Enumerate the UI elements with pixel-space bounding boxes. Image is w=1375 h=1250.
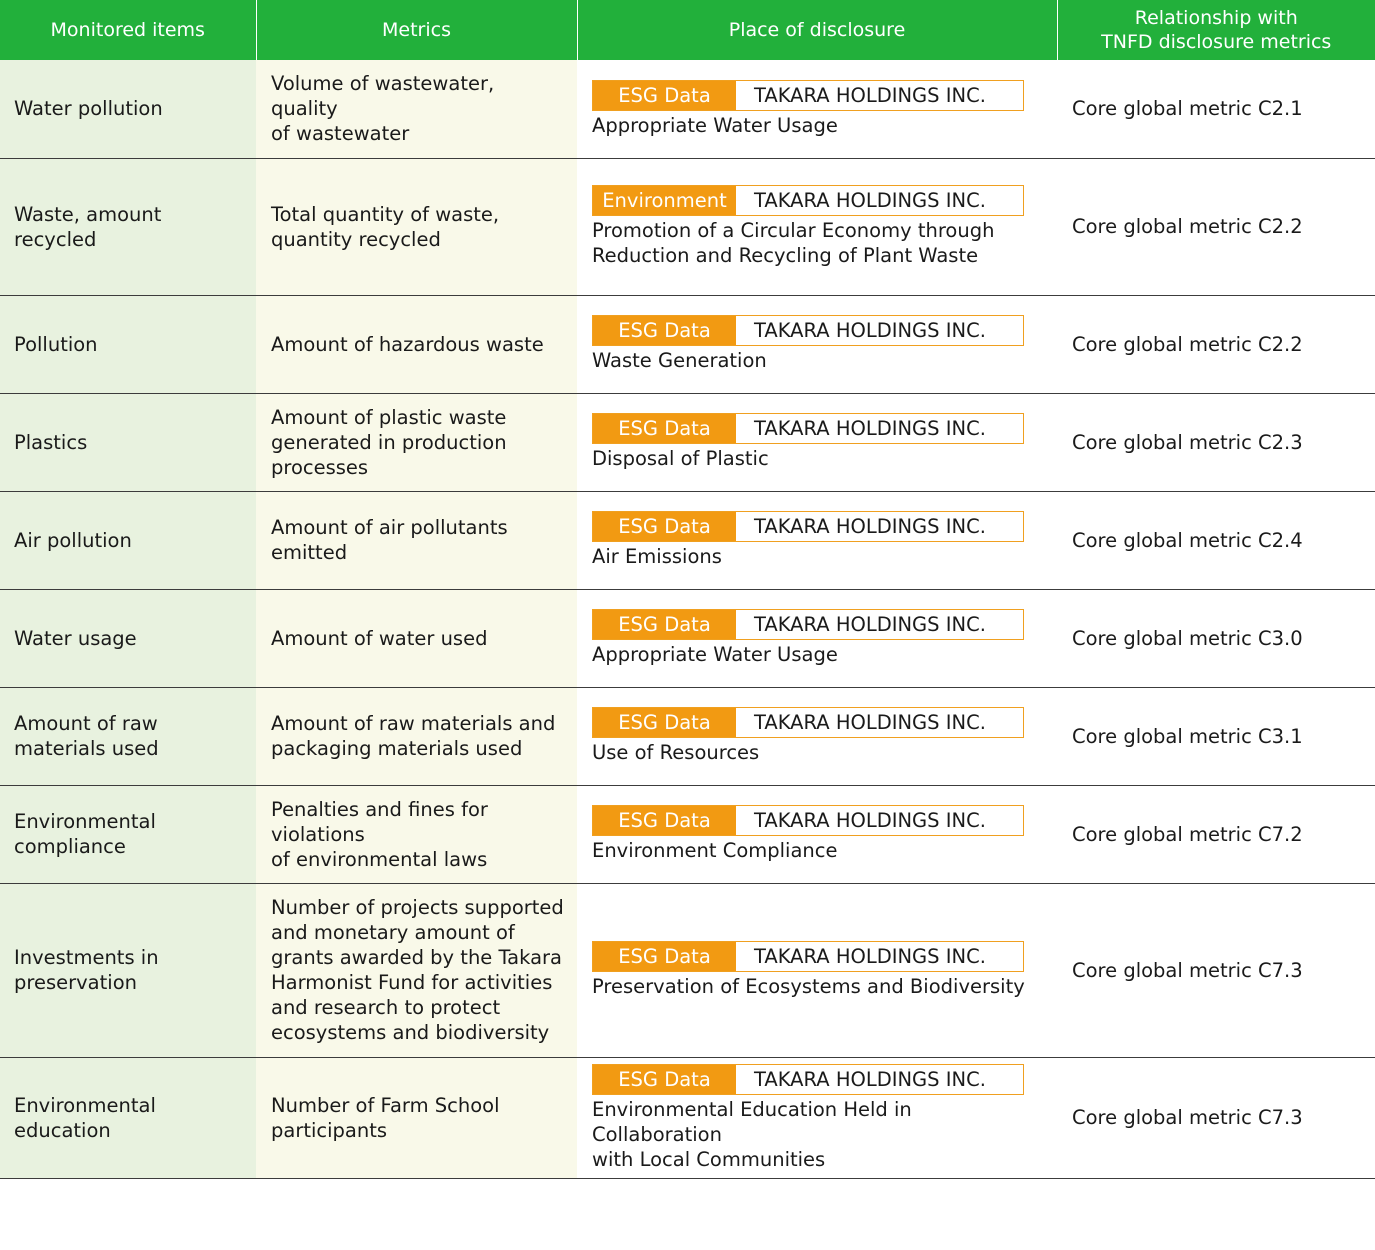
- disclosure-page-title: [592, 1097, 1047, 1172]
- disclosure-company-name: TAKARA HOLDINGS INC.: [736, 512, 1023, 541]
- disclosure-badge[interactable]: [592, 707, 1024, 738]
- table-row: [0, 883, 1375, 1057]
- table-row: [0, 60, 1375, 158]
- metric-cell: [256, 491, 577, 589]
- disclosure-badge[interactable]: [592, 609, 1024, 640]
- monitored-item-cell: [0, 491, 256, 589]
- table-row: [0, 589, 1375, 687]
- disclosure-company-name: TAKARA HOLDINGS INC.: [736, 316, 1023, 345]
- disclosure-page-title-line: Use of Resources: [592, 741, 760, 764]
- disclosure-company-name: TAKARA HOLDINGS INC.: [736, 81, 1023, 110]
- monitored-item-line: Waste, amount: [14, 202, 162, 226]
- disclosure-page-title-line: Disposal of Plastic: [592, 447, 769, 470]
- monitored-item-cell: [0, 393, 256, 491]
- disclosure-category-tag: ESG Data: [593, 81, 736, 110]
- table-body: [0, 60, 1375, 1178]
- table-row: [0, 295, 1375, 393]
- disclosure-category-tag: ESG Data: [593, 316, 736, 345]
- tnfd-metric-cell: Core global metric C2.2: [1057, 295, 1375, 393]
- disclosure-page-title: [592, 113, 1047, 138]
- table-row: [0, 1057, 1375, 1178]
- disclosure-category-tag: ESG Data: [593, 942, 736, 971]
- metric-line: emitted: [271, 541, 348, 564]
- metric-line: grants awarded by the Takara: [271, 946, 562, 969]
- disclosure-page-title: [592, 446, 1047, 471]
- metric-line: Number of projects supported: [271, 896, 564, 919]
- monitored-item-line: preservation: [14, 971, 137, 994]
- disclosure-page-title-line: Reduction and Recycling of Plant Waste: [592, 244, 979, 267]
- table-row: [0, 491, 1375, 589]
- metric-line: Volume of wastewater, quality: [271, 72, 495, 121]
- monitored-item-cell: [0, 589, 256, 687]
- disclosure-page-title-line: Waste Generation: [592, 349, 767, 372]
- tnfd-metric-cell: Core global metric C3.0: [1057, 589, 1375, 687]
- metric-line: Amount of hazardous waste: [271, 332, 544, 356]
- disclosure-company-name: TAKARA HOLDINGS INC.: [736, 708, 1023, 737]
- metric-line: packaging materials used: [271, 737, 523, 760]
- disclosure-page-title: [592, 642, 1047, 667]
- disclosure-badge[interactable]: [592, 315, 1024, 346]
- monitored-item-line: Water pollution: [14, 97, 163, 121]
- disclosure-badge[interactable]: [592, 185, 1024, 216]
- metric-line: Amount of water used: [271, 626, 488, 650]
- disclosure-category-tag: ESG Data: [593, 1065, 736, 1094]
- monitored-item-line: education: [14, 1118, 111, 1142]
- disclosure-page-title: [592, 974, 1047, 999]
- monitored-item-line: Investments in: [14, 946, 159, 969]
- place-of-disclosure-cell: [577, 785, 1057, 883]
- disclosure-page-title-line: Environmental Education Held in Collaboration: [592, 1097, 912, 1146]
- metric-cell: [256, 785, 577, 883]
- disclosure-company-name: TAKARA HOLDINGS INC.: [736, 186, 1023, 215]
- header-monitored-items: Monitored items: [0, 0, 256, 60]
- place-of-disclosure-cell: [577, 295, 1057, 393]
- header-tnfd-relationship: [1057, 0, 1375, 60]
- metric-line: of environmental laws: [271, 847, 488, 871]
- monitored-item-line: Pollution: [14, 332, 98, 356]
- disclosure-page-title-line: Air Emissions: [592, 545, 722, 568]
- metric-line: Amount of plastic waste: [271, 405, 507, 429]
- place-of-disclosure-cell: [577, 589, 1057, 687]
- disclosure-badge[interactable]: [592, 511, 1024, 542]
- tnfd-metric-cell: Core global metric C3.1: [1057, 687, 1375, 785]
- disclosure-company-name: TAKARA HOLDINGS INC.: [736, 806, 1023, 835]
- disclosure-badge[interactable]: [592, 413, 1024, 444]
- metric-cell: [256, 883, 577, 1057]
- disclosure-badge[interactable]: [592, 1064, 1024, 1095]
- disclosure-company-name: TAKARA HOLDINGS INC.: [736, 942, 1023, 971]
- disclosure-category-tag: ESG Data: [593, 414, 736, 443]
- monitored-item-line: Air pollution: [14, 528, 132, 552]
- tnfd-metric-cell: Core global metric C7.3: [1057, 883, 1375, 1057]
- place-of-disclosure-cell: [577, 883, 1057, 1057]
- metric-cell: [256, 158, 577, 295]
- tnfd-metric-cell: Core global metric C2.1: [1057, 60, 1375, 158]
- monitored-item-cell: [0, 687, 256, 785]
- table-row: [0, 687, 1375, 785]
- monitored-item-line: Plastics: [14, 430, 88, 454]
- disclosure-company-name: TAKARA HOLDINGS INC.: [736, 414, 1023, 443]
- monitored-item-line: materials used: [14, 737, 159, 760]
- disclosure-page-title: [592, 348, 1047, 373]
- metric-line: Penalties and fines for violations: [271, 797, 488, 846]
- metric-line: participants: [271, 1118, 388, 1142]
- tnfd-metric-cell: Core global metric C2.2: [1057, 158, 1375, 295]
- disclosure-page-title-line: Environment Compliance: [592, 839, 838, 862]
- header-metrics: Metrics: [256, 0, 577, 60]
- disclosure-category-tag: ESG Data: [593, 512, 736, 541]
- monitored-item-cell: [0, 158, 256, 295]
- metric-line: and research to protect: [271, 996, 501, 1019]
- place-of-disclosure-cell: [577, 687, 1057, 785]
- monitored-item-cell: [0, 60, 256, 158]
- place-of-disclosure-cell: [577, 1057, 1057, 1178]
- table-row: [0, 393, 1375, 491]
- metric-cell: [256, 295, 577, 393]
- metric-cell: [256, 1057, 577, 1178]
- place-of-disclosure-cell: [577, 158, 1057, 295]
- monitored-item-line: Environmental: [14, 810, 156, 833]
- disclosure-page-title-line: Promotion of a Circular Economy through: [592, 219, 995, 242]
- metric-line: generated in production: [271, 430, 507, 454]
- disclosure-page-title-line: Appropriate Water Usage: [592, 113, 838, 137]
- metric-cell: [256, 687, 577, 785]
- disclosure-page-title: [592, 544, 1047, 569]
- metric-line: ecosystems and biodiversity: [271, 1021, 550, 1044]
- monitored-item-line: Amount of raw: [14, 712, 158, 735]
- monitored-item-line: compliance: [14, 835, 126, 858]
- metric-line: quantity recycled: [271, 227, 441, 251]
- header-tnfd-line1: Relationship with: [1134, 7, 1298, 29]
- table-row: [0, 785, 1375, 883]
- metric-line: Amount of raw materials and: [271, 712, 556, 735]
- disclosure-page-title-line: Appropriate Water Usage: [592, 643, 838, 666]
- disclosure-category-tag: Environment: [593, 186, 736, 215]
- place-of-disclosure-cell: [577, 60, 1057, 158]
- disclosure-company-name: TAKARA HOLDINGS INC.: [736, 610, 1023, 639]
- metric-cell: [256, 393, 577, 491]
- tnfd-metric-cell: Core global metric C2.3: [1057, 393, 1375, 491]
- monitored-item-cell: [0, 883, 256, 1057]
- monitored-item-cell: [0, 1057, 256, 1178]
- disclosure-page-title: [592, 218, 1047, 268]
- disclosure-badge[interactable]: [592, 941, 1024, 972]
- header-place-of-disclosure: Place of disclosure: [577, 0, 1057, 60]
- tnfd-metric-cell: Core global metric C7.2: [1057, 785, 1375, 883]
- disclosure-page-title-line: with Local Communities: [592, 1147, 826, 1171]
- metric-line: Amount of air pollutants: [271, 516, 508, 539]
- monitored-item-cell: [0, 295, 256, 393]
- disclosure-category-tag: ESG Data: [593, 806, 736, 835]
- tnfd-metric-cell: Core global metric C2.4: [1057, 491, 1375, 589]
- metric-line: and monetary amount of: [271, 921, 515, 944]
- metric-line: Number of Farm School: [271, 1093, 500, 1117]
- disclosure-badge[interactable]: [592, 805, 1024, 836]
- monitored-item-line: recycled: [14, 227, 97, 251]
- metric-cell: [256, 60, 577, 158]
- monitored-item-line: Water usage: [14, 626, 137, 650]
- header-row: [0, 0, 1375, 60]
- metric-cell: [256, 589, 577, 687]
- disclosure-category-tag: ESG Data: [593, 610, 736, 639]
- header-tnfd-line2: TNFD disclosure metrics: [1101, 31, 1332, 53]
- monitored-item-line: Environmental: [14, 1093, 156, 1117]
- place-of-disclosure-cell: [577, 393, 1057, 491]
- table-row: [0, 158, 1375, 295]
- metric-line: of wastewater: [271, 122, 410, 146]
- disclosure-page-title: [592, 838, 1047, 863]
- table-header: [0, 0, 1375, 60]
- place-of-disclosure-cell: [577, 491, 1057, 589]
- metric-line: Total quantity of waste,: [271, 202, 500, 226]
- disclosure-company-name: TAKARA HOLDINGS INC.: [736, 1065, 1023, 1094]
- tnfd-metric-cell: Core global metric C7.3: [1057, 1057, 1375, 1178]
- disclosure-page-title-line: Preservation of Ecosystems and Biodiversity: [592, 975, 1025, 998]
- disclosure-page-title: [592, 740, 1047, 765]
- monitored-item-cell: [0, 785, 256, 883]
- disclosure-badge[interactable]: [592, 80, 1024, 111]
- metric-line: processes: [271, 455, 369, 479]
- metric-line: Harmonist Fund for activities: [271, 971, 553, 994]
- disclosure-category-tag: ESG Data: [593, 708, 736, 737]
